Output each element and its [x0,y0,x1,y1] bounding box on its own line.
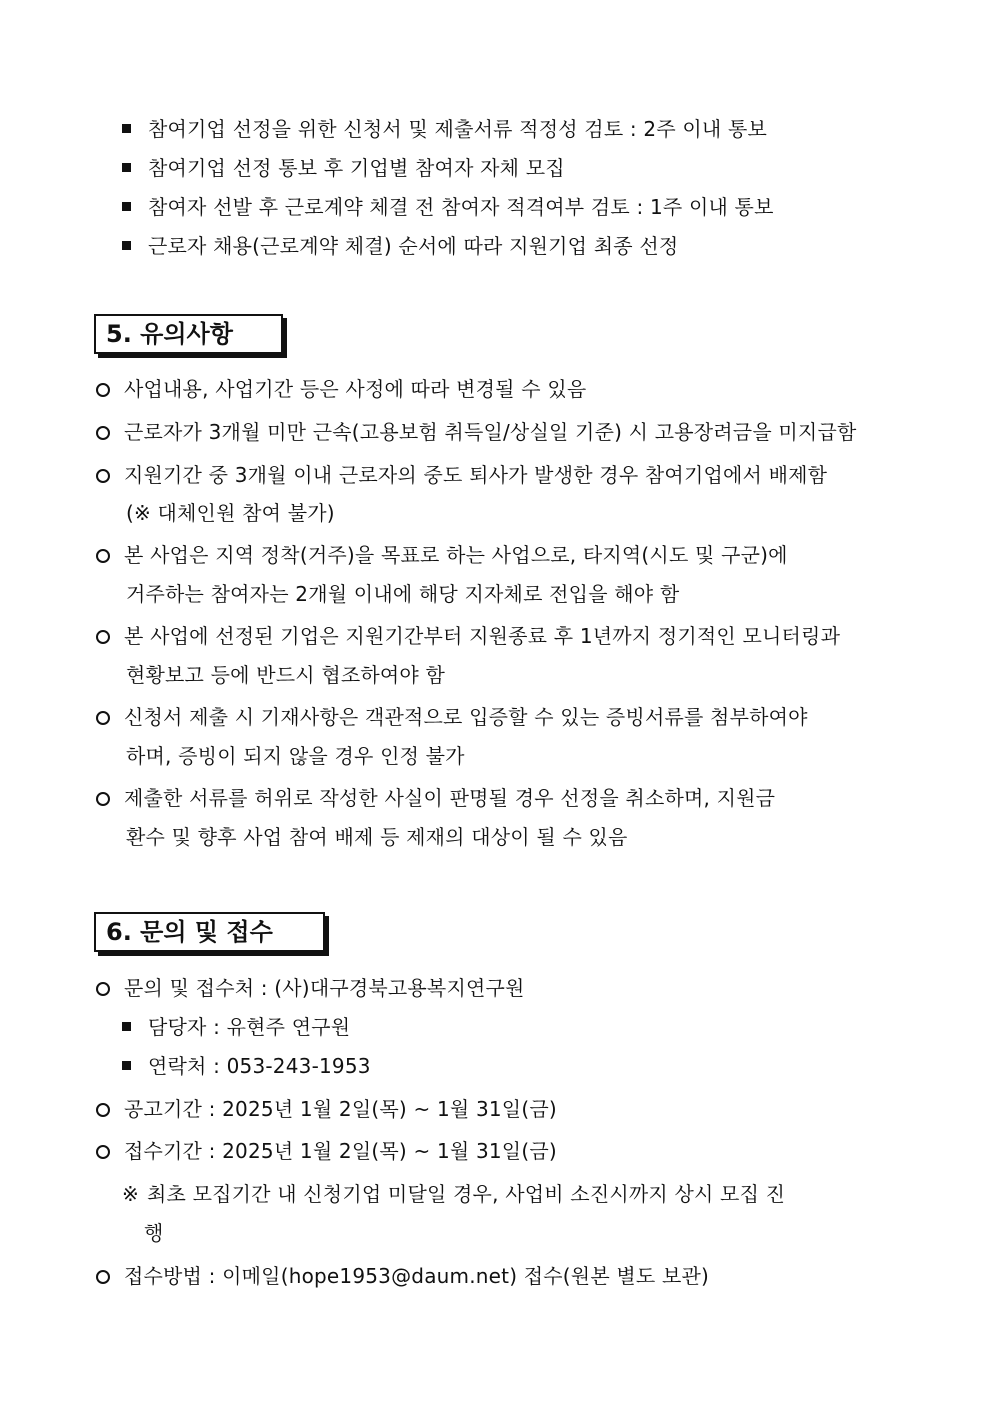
square-bullet-icon [122,1022,131,1031]
circle-bullet-icon [96,549,110,563]
circle-bullet-icon [96,1145,110,1159]
item-continuation: 환수 및 향후 사업 참여 배제 등 제재의 대상이 될 수 있음 [126,825,628,849]
list-item [96,419,857,445]
item-text: 신청서 제출 시 기재사항은 객관적으로 입증할 수 있는 증빙서류를 첨부하여야 [124,705,808,729]
item-text: 근로자가 3개월 미만 근속(고용보험 취득일/상실일 기준) 시 고용장려금을 미지급함 [124,420,857,444]
contact-heading: 문의 및 접수처 : (사)대구경북고용복지연구원 [124,976,525,1000]
bullet-text: 근로자 채용(근로계약 체결) 순서에 따라 지원기업 최종 선정 [148,234,679,258]
circle-bullet-icon [96,982,110,996]
circle-bullet-icon [96,383,110,397]
item-text: 제출한 서류를 허위로 작성한 사실이 판명될 경우 선정을 취소하며, 지원금 [124,786,776,810]
contact-person: 담당자 : 유현주 연구원 [148,1015,351,1039]
section-title: 6. 문의 및 접수 [106,918,273,946]
item-continuation: 하며, 증빙이 되지 않을 경우 인정 불가 [126,744,465,768]
list-item [96,1138,557,1164]
item-text: 본 사업에 선정된 기업은 지원기간부터 지원종료 후 1년까지 정기적인 모니터링과 [124,624,841,648]
circle-bullet-icon [96,426,110,440]
receipt-method: 접수방법 : 이메일(hope1953@daum.net) 접수(원본 별도 보관) [124,1264,710,1288]
list-item [96,1096,557,1122]
list-item [96,542,788,568]
note-continuation: 행 [144,1221,164,1245]
item-text: 지원기간 중 3개월 이내 근로자의 중도 퇴사가 발생한 경우 참여기업에서 배제함 [124,463,828,487]
list-item [96,623,840,649]
note-item [122,1181,785,1207]
bullet-item [122,116,767,142]
section-heading-6 [94,912,325,952]
item-text: 본 사업은 지역 정착(거주)을 목표로 하는 사업으로, 타지역(시도 및 구군)에 [124,543,788,567]
reference-mark-icon: ※ [122,1182,139,1206]
item-continuation: 현황보고 등에 반드시 협조하여야 함 [126,663,446,687]
section-heading-5 [94,314,283,354]
circle-bullet-icon [96,792,110,806]
bullet-item [122,194,774,220]
section-title: 5. 유의사항 [106,320,233,348]
circle-bullet-icon [96,469,110,483]
notice-period: 공고기간 : 2025년 1월 2일(목) ~ 1월 31일(금) [124,1097,557,1121]
circle-bullet-icon [96,1270,110,1284]
bullet-item [122,233,678,259]
square-bullet-icon [122,241,131,250]
list-item [96,704,808,730]
bullet-item [122,1053,371,1079]
list-item [96,376,586,402]
bullet-text: 참여기업 선정을 위한 신청서 및 제출서류 적정성 검토 : 2주 이내 통보 [148,117,768,141]
bullet-item [122,155,565,181]
receipt-period: 접수기간 : 2025년 1월 2일(목) ~ 1월 31일(금) [124,1139,557,1163]
list-item [96,975,525,1001]
list-item [96,785,775,811]
contact-phone: 연락처 : 053-243-1953 [148,1054,371,1078]
square-bullet-icon [122,1061,131,1070]
circle-bullet-icon [96,711,110,725]
item-continuation: (※ 대체인원 참여 불가) [126,501,335,525]
bullet-text: 참여자 선발 후 근로계약 체결 전 참여자 적격여부 검토 : 1주 이내 통보 [148,195,774,219]
square-bullet-icon [122,124,131,133]
item-continuation: 거주하는 참여자는 2개월 이내에 해당 지자체로 전입을 해야 함 [126,582,680,606]
note-text: 최초 모집기간 내 신청기업 미달일 경우, 사업비 소진시까지 상시 모집 진 [146,1182,786,1206]
square-bullet-icon [122,163,131,172]
list-item [96,1263,709,1289]
square-bullet-icon [122,202,131,211]
bullet-text: 참여기업 선정 통보 후 기업별 참여자 자체 모집 [148,156,565,180]
list-item [96,462,827,488]
circle-bullet-icon [96,1103,110,1117]
item-text: 사업내용, 사업기간 등은 사정에 따라 변경될 수 있음 [124,377,587,401]
bullet-item [122,1014,350,1040]
circle-bullet-icon [96,630,110,644]
